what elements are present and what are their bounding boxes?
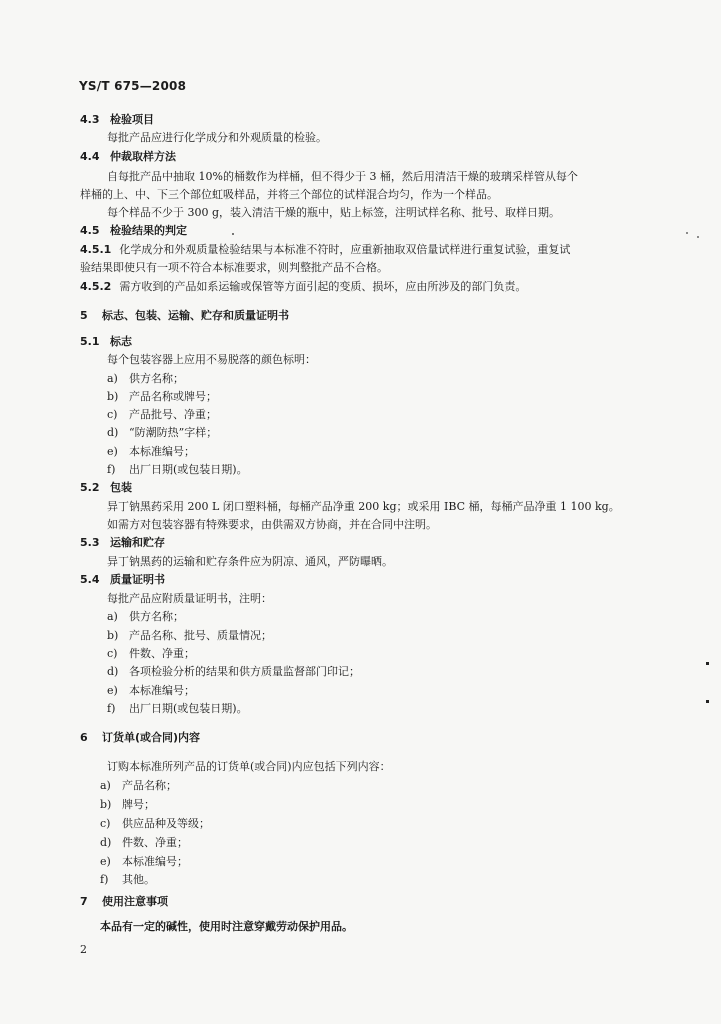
paragraph: 如需方对包装容器有特殊要求，由供需双方协商，并在合同中注明。 (107, 518, 437, 531)
scan-speck (706, 662, 709, 665)
heading-4-4 (80, 150, 176, 164)
list-item: c) 件数、净重； (107, 647, 195, 660)
section-number: 5.3 (80, 536, 100, 549)
paragraph: 异丁钠黑药采用 200 L 闭口塑料桶，每桶产品净重 200 kg；或采用 IBC 桶，每桶产品净重 1 100 kg。 (107, 500, 620, 513)
section-number: 4.3 (80, 113, 100, 126)
section-number: 5 (80, 309, 88, 322)
section-title: 包装 (110, 481, 132, 494)
heading-7 (80, 895, 168, 909)
list-item: e) 本标准编号； (107, 445, 195, 458)
heading-5 (80, 309, 289, 323)
section-title: 质量证明书 (110, 573, 165, 586)
paragraph (80, 280, 526, 294)
clause-number: 4.5.2 (80, 280, 112, 293)
paragraph (80, 243, 570, 257)
section-title: 检验结果的判定 (110, 224, 187, 237)
scan-speck (697, 236, 699, 238)
paragraph: 每批产品应进行化学成分和外观质量的检验。 (107, 131, 327, 144)
heading-5-3 (80, 536, 165, 550)
list-item: f) 其他。 (100, 873, 155, 886)
paragraph: 本品有一定的碱性，使用时注意穿戴劳动保护用品。 (100, 920, 353, 933)
list-item: e) 本标准编号； (100, 855, 188, 868)
list-item: d) 件数、净重； (100, 836, 188, 849)
list-item: d) 各项检验分析的结果和供方质量监督部门印记； (107, 665, 360, 678)
section-number: 6 (80, 731, 88, 744)
standard-code-header: YS/T 675—2008 (79, 79, 187, 93)
paragraph: 每个样品不少于 300 g，装入清洁干燥的瓶中，贴上标签，注明试样名称、批号、取样日期。 (107, 206, 561, 219)
heading-4-3 (80, 113, 154, 127)
paragraph: 验结果即使只有一项不符合本标准要求，则判整批产品不合格。 (80, 261, 388, 274)
clause-number: 4.5.1 (80, 243, 112, 256)
page-number: 2 (80, 943, 87, 956)
list-item: b) 产品名称或牌号； (107, 390, 217, 403)
paragraph: 样桶的上、中、下三个部位虹吸样品，并将三个部位的试样混合均匀，作为一个样品。 (80, 188, 498, 201)
clause-text: 化学成分和外观质量检验结果与本标准不符时，应重新抽取双倍量试样进行重复试验，重复试 (119, 243, 571, 256)
paragraph: 异丁钠黑药的运输和贮存条件应为阴凉、通风，严防曝晒。 (107, 555, 393, 568)
section-number: 4.4 (80, 150, 100, 163)
section-title: 标志、包装、运输、贮存和质量证明书 (102, 309, 289, 322)
list-item: c) 产品批号、净重； (107, 408, 217, 421)
heading-6 (80, 731, 200, 745)
list-item: f) 出厂日期(或包装日期)。 (107, 702, 248, 715)
list-item: a) 供方名称； (107, 610, 184, 623)
heading-5-4 (80, 573, 165, 587)
list-item: a) 产品名称； (100, 779, 177, 792)
list-item: b) 产品名称、批号、质量情况； (107, 629, 272, 642)
list-item: a) 供方名称； (107, 372, 184, 385)
paragraph: 订购本标准所列产品的订货单(或合同)内应包括下列内容： (107, 760, 391, 773)
paragraph: 每个包装容器上应用不易脱落的颜色标明： (107, 353, 316, 366)
scan-speck (706, 700, 709, 703)
clause-text: 需方收到的产品如系运输或保管等方面引起的变质、损坏，应由所涉及的部门负责。 (119, 280, 527, 293)
section-title: 使用注意事项 (102, 895, 168, 908)
heading-5-1 (80, 335, 132, 349)
list-item: b) 牌号； (100, 798, 155, 811)
section-number: 7 (80, 895, 88, 908)
list-item: d) “防潮防热”字样； (107, 426, 218, 439)
list-item: f) 出厂日期(或包装日期)。 (107, 463, 248, 476)
paragraph: 每批产品应附质量证明书，注明： (107, 592, 272, 605)
scan-speck (232, 233, 234, 235)
section-title: 订货单(或合同)内容 (102, 731, 201, 744)
section-number: 4.5 (80, 224, 100, 237)
section-title: 检验项目 (110, 113, 154, 126)
list-item: c) 供应品种及等级； (100, 817, 210, 830)
section-title: 仲裁取样方法 (110, 150, 176, 163)
section-number: 5.2 (80, 481, 100, 494)
paragraph: 自每批产品中抽取 10%的桶数作为样桶，但不得少于 3 桶，然后用清洁干燥的玻璃采样管从每个 (107, 170, 578, 183)
list-item: e) 本标准编号； (107, 684, 195, 697)
heading-4-5 (80, 224, 187, 238)
section-number: 5.4 (80, 573, 100, 586)
section-title: 运输和贮存 (110, 536, 165, 549)
heading-5-2 (80, 481, 132, 495)
section-number: 5.1 (80, 335, 100, 348)
section-title: 标志 (110, 335, 132, 348)
scan-speck (686, 232, 688, 234)
